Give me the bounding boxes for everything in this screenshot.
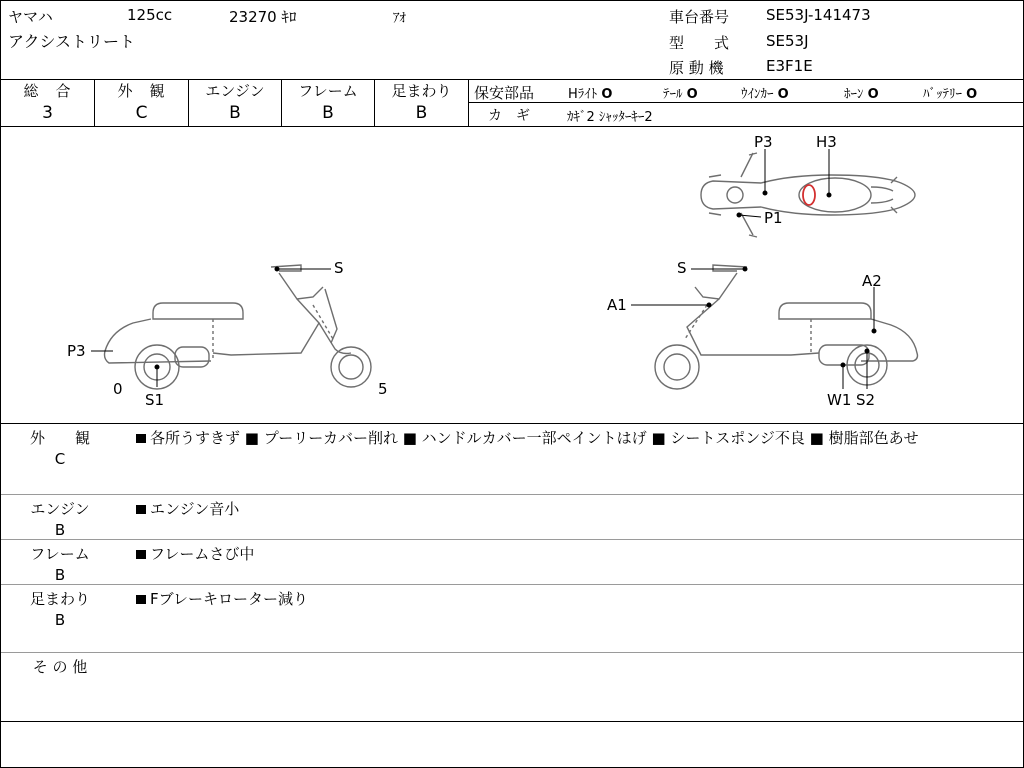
grade-engine: エンジン B	[189, 81, 281, 126]
engine-value: E3F1E	[766, 57, 813, 75]
safety-item-horn: ﾎｰﾝ O	[844, 87, 879, 102]
label-top-p3: P3	[754, 133, 773, 151]
square-bullet-icon	[136, 594, 146, 605]
safety-item-battery: ﾊﾞｯﾃﾘｰ O	[923, 87, 978, 102]
grade-engine-value: B	[229, 103, 241, 123]
grade-appearance: 外 観 C	[95, 81, 188, 126]
color: ｱｵ	[393, 11, 406, 26]
label-right-a2: A2	[862, 272, 882, 290]
scooter-top-view	[701, 153, 915, 237]
section-frame: フレーム B フレームさび中	[30, 545, 255, 584]
section-suspension: 足まわり B Fブレーキローター減り	[29, 590, 309, 629]
type-label: 型 式	[669, 34, 730, 52]
divider	[468, 102, 1023, 103]
divider	[1, 79, 1023, 80]
grade-appearance-value: C	[135, 103, 148, 123]
grade-overall-value: 3	[42, 103, 53, 123]
label-left-s: S	[334, 259, 344, 277]
scooter-left-view	[105, 265, 372, 389]
label-left-p3: P3	[67, 342, 86, 360]
square-bullet-icon	[136, 433, 146, 444]
mileage: 23270 ｷﾛ	[229, 8, 297, 26]
square-bullet-icon	[136, 549, 146, 560]
safety-item-taillight: ﾃｰﾙ O	[663, 87, 698, 102]
type-value: SE53J	[766, 32, 809, 50]
section-other: そ の 他	[32, 658, 88, 676]
model-name: アクシストリート	[8, 32, 136, 51]
section-engine: エンジン B エンジン音小	[30, 500, 240, 539]
label-left-zero: 0	[113, 380, 123, 398]
grade-suspension: 足まわり B	[375, 81, 468, 126]
label-right-a1: A1	[607, 296, 627, 314]
label-right-s: S	[677, 259, 687, 277]
damage-diagram	[1, 127, 1023, 423]
displacement: 125cc	[127, 6, 173, 24]
label-right-w1: W1	[827, 391, 852, 409]
maker: ヤマハ	[8, 8, 53, 26]
safety-item-winker: ｳｲﾝｶｰ O	[741, 87, 789, 102]
label-top-h3: H3	[816, 133, 837, 151]
grade-suspension-value: B	[415, 103, 428, 123]
label-left-s1: S1	[145, 391, 165, 409]
grade-frame: フレーム B	[282, 81, 374, 126]
safety-parts-label: 保安部品	[474, 84, 535, 102]
key-info: ｶｷﾞ2 ｼｬｯﾀｰｷｰ2	[567, 110, 653, 125]
engine-label: 原 動 機	[669, 59, 724, 77]
label-top-p1: P1	[764, 209, 783, 227]
frame-number: SE53J-141473	[766, 6, 871, 24]
key-label: カ ギ	[488, 108, 530, 124]
label-left-five: 5	[378, 380, 388, 398]
damage-mark	[803, 185, 815, 205]
grade-frame-value: B	[322, 103, 334, 123]
square-bullet-icon	[136, 504, 146, 515]
grade-overall: 総 合 3	[1, 81, 94, 126]
safety-item-headlight: Hﾗｲﾄ O	[568, 87, 613, 102]
section-appearance: 外 観 C 各所うすきず ■ プーリーカバー削れ ■ ハンドルカバー一部ペイントはげ ■ シートスポンジ不良 ■ 樹脂部色あせ	[29, 429, 919, 468]
frame-number-label: 車台番号	[669, 8, 730, 26]
label-right-s2: S2	[856, 391, 876, 409]
